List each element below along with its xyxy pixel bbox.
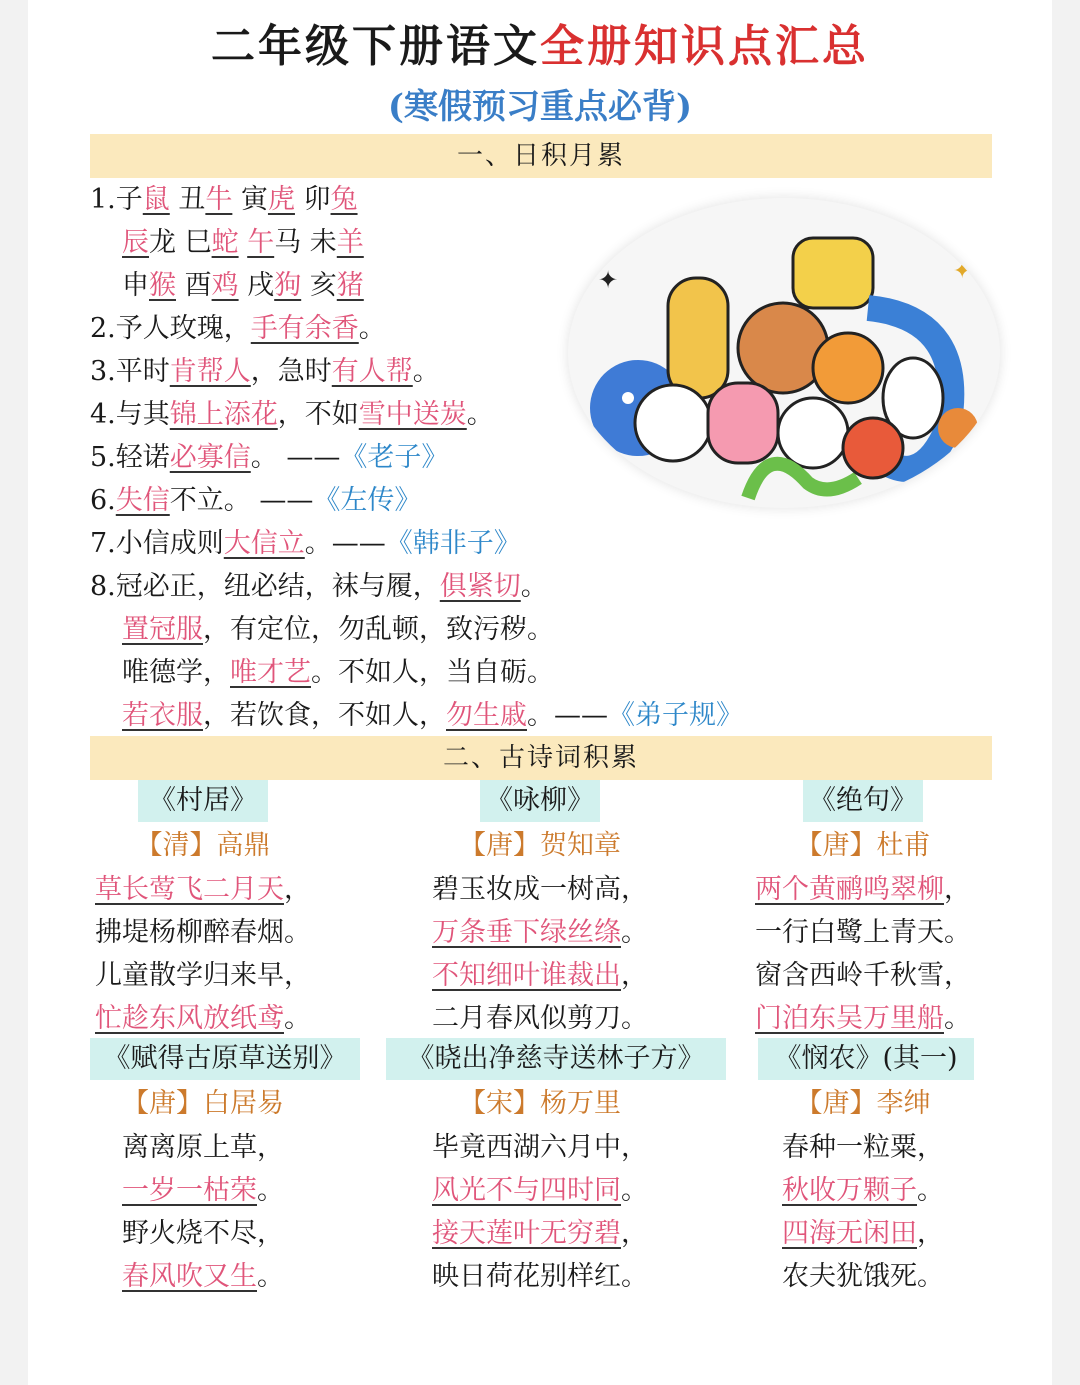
line-text: 农夫犹饿死。 [782, 1261, 944, 1292]
highlight-answer: 鼠 [142, 184, 170, 215]
line-text: ， [621, 1218, 648, 1249]
highlight-answer: 猴 [149, 270, 176, 301]
poem-line [43, 1214, 363, 1254]
poem-line [43, 1171, 363, 1211]
highlight-answer: 午 [247, 227, 275, 258]
poem-line [380, 1214, 700, 1254]
line-text: 7.小信成则 [90, 528, 224, 559]
line-text: 龙 巳 [149, 227, 212, 258]
poem-line [703, 870, 1023, 910]
line-text: ，急时 [250, 356, 332, 387]
line-text: ，若饮食，不如人， [203, 700, 446, 731]
line-text: 丑 [169, 184, 206, 215]
line-text: 申 [122, 270, 149, 301]
line-text: ，不如 [277, 399, 359, 430]
zodiac-animals-illustration [568, 198, 1000, 508]
highlight-answer: 锦上添花 [169, 399, 278, 430]
line-text: 4.与其 [90, 399, 170, 430]
poem-line [380, 1171, 700, 1211]
line-text: 。 [520, 571, 548, 602]
line-text: 。 [466, 399, 494, 430]
line-text [239, 227, 248, 258]
line-text: 不立。 —— [169, 485, 314, 516]
poem-line [703, 999, 1023, 1039]
highlight-answer: 若衣服 [122, 700, 203, 731]
line-text: 。 [284, 1003, 311, 1034]
saying-line [90, 438, 448, 478]
poem-line [703, 1171, 1023, 1211]
line-text: 。 [621, 1175, 648, 1206]
line-text: 。 [621, 917, 648, 948]
line-text: 二月春风似剪刀。 [432, 1003, 648, 1034]
line-text: 戌 [238, 270, 275, 301]
highlight-answer: 四海无闲田 [782, 1218, 917, 1249]
highlight-answer: 春风吹又生 [122, 1261, 257, 1292]
poem-line [380, 870, 700, 910]
poem-line [703, 1128, 1023, 1168]
saying-line [90, 524, 521, 564]
poem-line [703, 956, 1023, 996]
source-citation: 《左传》 [313, 485, 422, 516]
saying-line [122, 223, 364, 263]
source-citation: 《弟子规》 [608, 700, 743, 731]
highlight-answer: 勿生戚 [446, 700, 527, 731]
highlight-answer: 大信立 [223, 528, 305, 559]
poem-title: 《晓出净慈寺送林子方》 [386, 1038, 726, 1080]
poem-line [380, 1128, 700, 1168]
highlight-answer: 肯帮人 [169, 356, 251, 387]
line-text: 。 —— [250, 442, 341, 473]
line-text: 3.平时 [90, 356, 170, 387]
highlight-answer: 一岁一枯荣 [122, 1175, 257, 1206]
poem-line [43, 870, 363, 910]
poem-line [43, 956, 363, 996]
line-text: 映日荷花别样红。 [432, 1261, 648, 1292]
line-text: 8.冠必正，纽必结，袜与履， [90, 571, 440, 602]
poem-line [380, 999, 700, 1039]
line-text: 酉 [176, 270, 212, 301]
poem-author: 【清】高鼎 [135, 830, 271, 861]
poem-title: 《绝句》 [803, 780, 923, 822]
line-text: 5.轻诺 [90, 442, 170, 473]
line-text: ， [917, 1218, 944, 1249]
poem-line [703, 913, 1023, 953]
highlight-answer: 虎 [267, 184, 295, 215]
poem-line [380, 1257, 700, 1297]
highlight-answer: 不知细叶谁裁出 [432, 960, 621, 991]
title-highlight: 全册知识点汇总 [540, 21, 869, 72]
highlight-answer: 蛇 [211, 227, 239, 258]
title-plain: 二年级下册语文 [211, 21, 540, 72]
saying-line [90, 309, 386, 349]
highlight-answer: 狗 [274, 270, 302, 301]
line-text: 。 [257, 1261, 284, 1292]
highlight-answer: 秋收万颗子 [782, 1175, 917, 1206]
line-text: 。不如人，当自砺。 [311, 657, 554, 688]
highlight-answer: 失信 [115, 485, 170, 516]
line-text: 毕竟西湖六月中， [432, 1132, 648, 1163]
line-text: ，有定位，勿乱顿，致污秽。 [203, 614, 554, 645]
line-text: 一行白鹭上青天。 [755, 917, 971, 948]
poem-line [43, 1257, 363, 1297]
highlight-answer: 鸡 [211, 270, 239, 301]
line-text: 儿童散学归来早， [95, 960, 311, 991]
svg-text:✦: ✦ [598, 266, 619, 294]
highlight-answer: 置冠服 [122, 614, 203, 645]
highlight-answer: 草长莺飞二月天 [95, 874, 284, 905]
document-page [28, 0, 1052, 1385]
saying-line [90, 352, 440, 392]
page-title [28, 18, 1052, 76]
source-citation: 《韩非子》 [385, 528, 521, 559]
line-text: 卯 [294, 184, 331, 215]
poem-line [43, 999, 363, 1039]
highlight-answer: 俱紧切 [439, 571, 521, 602]
poem-title: 《悯农》(其一) [758, 1038, 974, 1080]
line-text: ， [944, 874, 971, 905]
line-text: 。—— [304, 528, 386, 559]
line-text: 1.子 [90, 184, 143, 215]
highlight-answer: 忙趁东风放纸鸢 [95, 1003, 284, 1034]
highlight-answer: 羊 [336, 227, 364, 258]
poem-line [43, 1128, 363, 1168]
saying-line [122, 653, 554, 693]
poem-line [43, 913, 363, 953]
highlight-answer: 接天莲叶无穷碧 [432, 1218, 621, 1249]
poem-line [380, 913, 700, 953]
saying-line [90, 481, 421, 521]
poem-title: 《咏柳》 [480, 780, 600, 822]
saying-line [122, 610, 554, 650]
line-text: 碧玉妆成一树高， [432, 874, 648, 905]
poem-author: 【唐】李绅 [795, 1088, 931, 1119]
highlight-answer: 牛 [205, 184, 233, 215]
poem-title: 《赋得古原草送别》 [90, 1038, 360, 1080]
line-text: 春种一粒粟， [782, 1132, 944, 1163]
line-text: 。 [917, 1175, 944, 1206]
highlight-answer: 门泊东吴万里船 [755, 1003, 944, 1034]
highlight-answer: 唯才艺 [230, 657, 311, 688]
saying-line [90, 180, 358, 220]
section-header-accumulation: 一、日积月累 [90, 134, 992, 178]
section-header-poems: 二、古诗词积累 [90, 736, 992, 780]
line-text: 唯德学， [122, 657, 230, 688]
line-text: 2.予人玫瑰， [90, 313, 251, 344]
highlight-answer: 有人帮 [331, 356, 413, 387]
highlight-answer: 必寡信 [169, 442, 251, 473]
line-text: 亥 [301, 270, 337, 301]
line-text: 寅 [232, 184, 268, 215]
poem-title: 《村居》 [138, 780, 268, 822]
highlight-answer: 辰 [122, 227, 149, 258]
line-text: 。—— [527, 700, 608, 731]
line-text: 。 [257, 1175, 284, 1206]
line-text: 。 [412, 356, 440, 387]
line-text: 窗含西岭千秋雪， [755, 960, 971, 991]
poem-author: 【宋】杨万里 [459, 1088, 621, 1119]
line-text: 野火烧不尽， [122, 1218, 284, 1249]
saying-line [122, 266, 364, 306]
highlight-answer: 风光不与四时同 [432, 1175, 621, 1206]
highlight-answer: 猪 [336, 270, 364, 301]
highlight-answer: 兔 [330, 184, 358, 215]
line-text: 6. [90, 485, 116, 516]
line-text: 马 未 [274, 227, 337, 258]
highlight-answer: 雪中送炭 [358, 399, 467, 430]
line-text: 。 [358, 313, 386, 344]
poem-author: 【唐】杜甫 [795, 830, 931, 861]
line-text: ， [284, 874, 311, 905]
saying-line [90, 567, 548, 607]
line-text: 。 [944, 1003, 971, 1034]
highlight-answer: 两个黄鹂鸣翠柳 [755, 874, 944, 905]
saying-line [122, 696, 743, 736]
source-citation: 《老子》 [340, 442, 449, 473]
saying-line [90, 395, 494, 435]
poem-line [703, 1257, 1023, 1297]
poem-line [703, 1214, 1023, 1254]
highlight-answer: 手有余香 [250, 313, 359, 344]
svg-text:✦: ✦ [953, 259, 972, 284]
line-text: ， [621, 960, 648, 991]
poem-author: 【唐】白居易 [122, 1088, 284, 1119]
poem-author: 【唐】贺知章 [459, 830, 621, 861]
line-text: 离离原上草， [122, 1132, 284, 1163]
highlight-answer: 万条垂下绿丝绦 [432, 917, 621, 948]
page-subtitle: (寒假预习重点必背) [387, 87, 693, 127]
poem-line [380, 956, 700, 996]
line-text: 拂堤杨柳醉春烟。 [95, 917, 311, 948]
